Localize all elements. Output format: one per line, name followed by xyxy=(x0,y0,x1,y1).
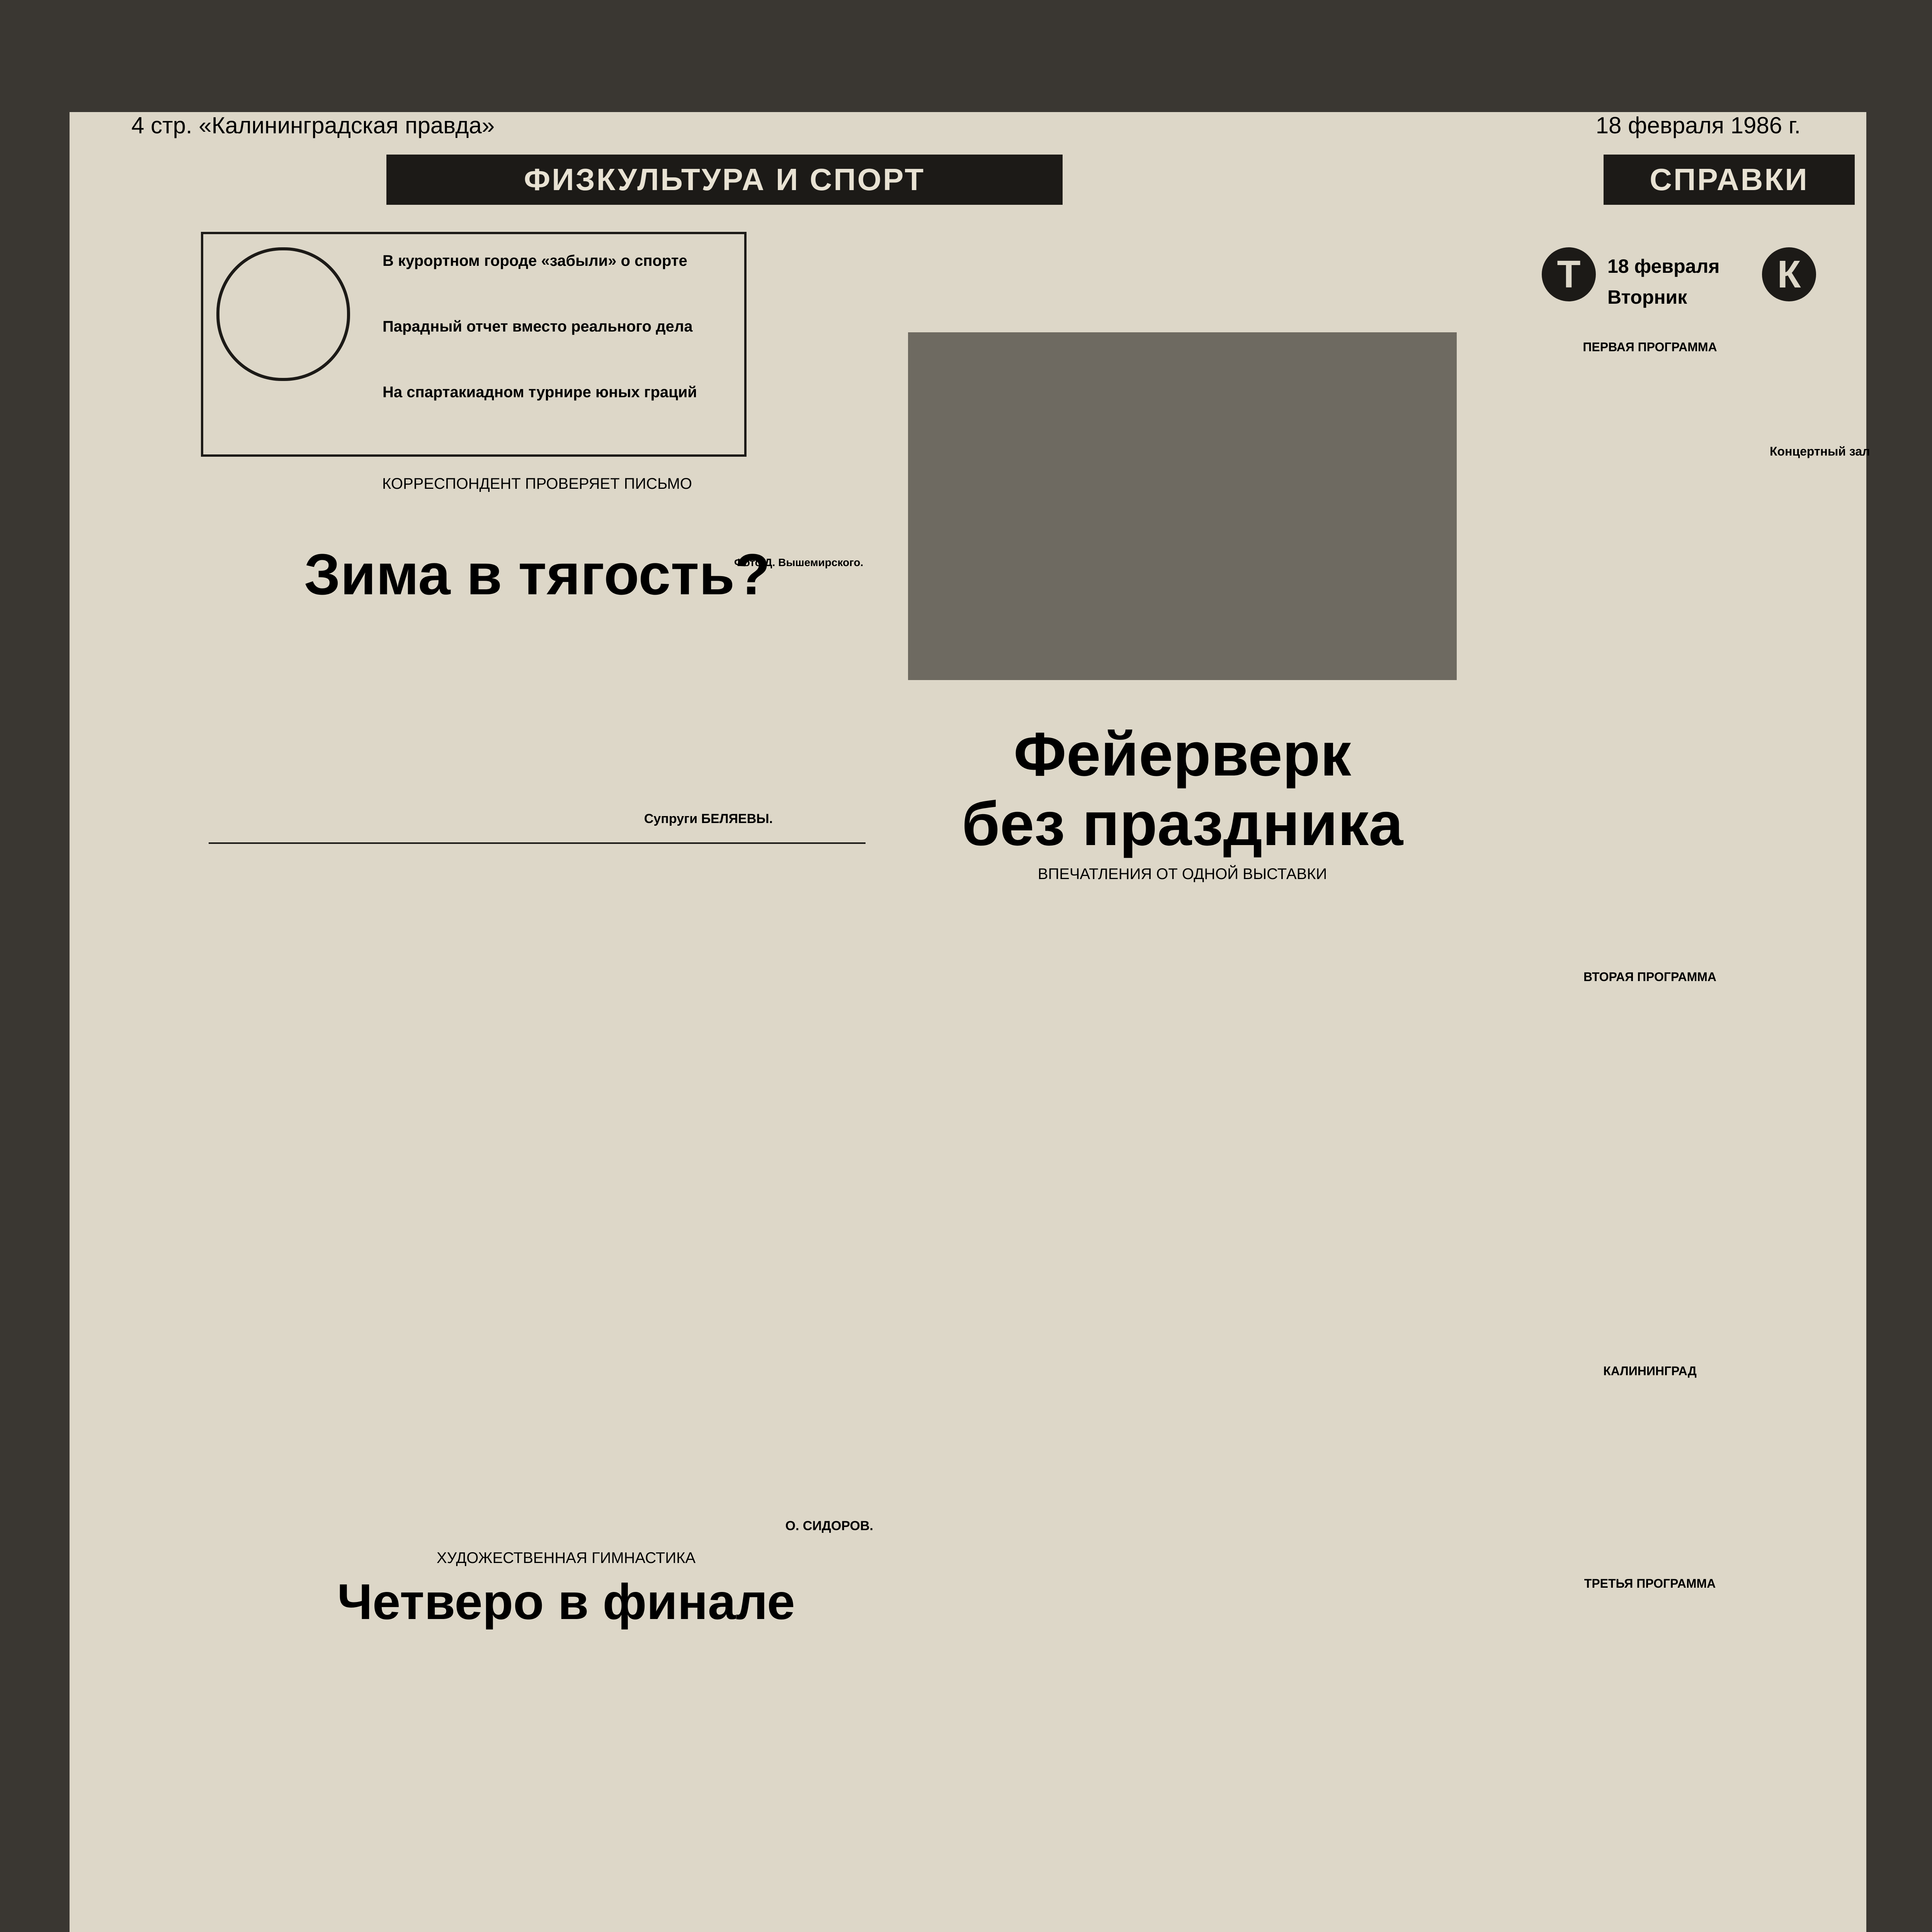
letter-signature: Супруги БЕЛЯЕВЫ. xyxy=(644,811,773,826)
article-kicker: ХУДОЖЕСТВЕННАЯ ГИМНАСТИКА xyxy=(436,1549,696,1566)
teaser-item: На спартакиадном турнире юных граций xyxy=(383,384,697,401)
article-kicker: КОРРЕСПОНДЕНТ ПРОВЕРЯЕТ ПИСЬМО xyxy=(382,475,692,492)
article-author: О. СИДОРОВ. xyxy=(785,1519,873,1533)
article-title-line1: Фейерверк xyxy=(1014,719,1351,789)
tv-weekday: Вторник xyxy=(1607,286,1687,308)
tv-program-heading: ТРЕТЬЯ ПРОГРАММА xyxy=(1584,1577,1716,1590)
column-rule xyxy=(209,842,866,844)
section-banner-sport: ФИЗКУЛЬТУРА И СПОРТ xyxy=(386,155,1063,205)
teaser-item: Парадный отчет вместо реального дела xyxy=(383,318,693,335)
photo-credit: Фото Д. Вышемирского. xyxy=(734,556,864,568)
hockey-photo xyxy=(908,332,1457,680)
tv-program-heading: ВТОРАЯ ПРОГРАММА xyxy=(1583,970,1717,984)
article-title: Зима в тягость? xyxy=(304,542,770,607)
tv-date: 18 февраля xyxy=(1607,255,1720,277)
article-kicker: ВПЕЧАТЛЕНИЯ ОТ ОДНОЙ ВЫСТАВКИ xyxy=(1037,866,1327,883)
page-number-masthead: 4 стр. «Калининградская правда» xyxy=(131,112,495,138)
teaser-item: В курортном городе «забыли» о спорте xyxy=(383,252,687,269)
section-banner-info: СПРАВКИ xyxy=(1604,155,1855,205)
philharmonic-logo-icon: К xyxy=(1762,247,1816,301)
article-title: Четверо в финале xyxy=(337,1573,795,1630)
tv-program-heading: ПЕРВАЯ ПРОГРАММА xyxy=(1583,340,1717,354)
tv-logo-icon: Т xyxy=(1542,247,1596,301)
tv-local-heading: КАЛИНИНГРАД xyxy=(1603,1364,1697,1378)
article-title-line2: без праздника xyxy=(961,789,1403,858)
sport-emblem-icon xyxy=(216,247,350,381)
issue-date: 18 февраля 1986 г. xyxy=(1595,112,1801,138)
philharmonic-title: Концертный зал xyxy=(1770,444,1870,458)
